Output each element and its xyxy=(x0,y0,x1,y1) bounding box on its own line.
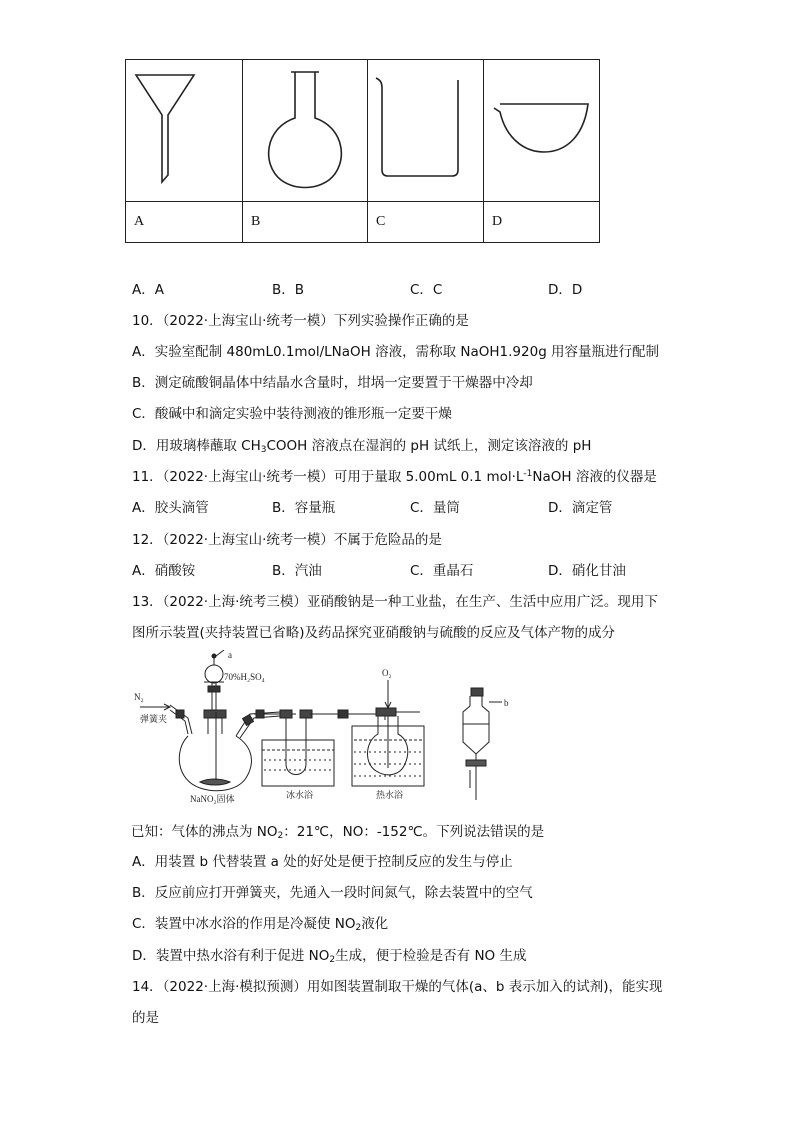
solid-reagent-icon xyxy=(200,779,230,785)
q11-stem-superscript: -1 xyxy=(523,469,533,479)
apparatus-b-icon xyxy=(463,688,502,800)
funnel-icon xyxy=(126,60,242,197)
q13-option-c xyxy=(132,912,388,933)
q13-c-text-2: 液化 xyxy=(361,916,389,932)
q12-stem: 12．（2022·上海宝山·统考一模）不属于危险品的是 xyxy=(132,532,442,548)
q13-known-text-2: ：21℃，NO：-152℃。下列说法错误的是 xyxy=(283,824,545,840)
q13-known-text-1: 已知：气体的沸点为 NO xyxy=(131,824,278,840)
q11-option-c: C．量筒 xyxy=(410,500,460,516)
label-a: a xyxy=(228,650,232,660)
q13-known-subscript: 2 xyxy=(277,831,284,841)
table-label-c: C xyxy=(368,202,484,243)
label-n2: N₂ xyxy=(134,692,144,702)
q12-option-b: B．汽油 xyxy=(272,563,322,579)
table-label-a: A xyxy=(126,202,243,243)
table-label-d: D xyxy=(484,202,600,243)
q14-stem-line-2: 的是 xyxy=(132,1010,159,1026)
q13-stem-line-1: 13．（2022·上海·统考三模）亚硝酸钠是一种工业盐，在生产、生活中应用广泛。现用下 xyxy=(132,594,658,610)
equipment-table xyxy=(125,59,600,243)
table-label-b: B xyxy=(243,202,368,243)
q13-d-subscript: 2 xyxy=(329,955,336,965)
q9-option-d: D．D xyxy=(548,282,583,298)
q14-stem-line-1: 14．（2022·上海·模拟预测）用如图装置制取干燥的气体(a、b 表示加入的试剂)，能实现 xyxy=(132,979,663,995)
q9-option-a: A．A xyxy=(132,282,164,298)
funnel-cell xyxy=(126,60,243,202)
q11-option-b: B．容量瓶 xyxy=(272,500,336,516)
spring-clamp-icon xyxy=(176,710,184,718)
label-o2: O₂ xyxy=(382,668,392,678)
q9-option-b: B．B xyxy=(272,282,305,298)
label-spring-clamp: 弹簧夹 xyxy=(140,714,168,724)
q10-stem: 10．（2022·上海宝山·统考一模）下列实验操作正确的是 xyxy=(132,313,469,329)
label-acid: 70%H₂SO₄ xyxy=(224,672,265,682)
q12-option-a: A．硝酸铵 xyxy=(132,563,196,579)
q10-option-a: A．实验室配制 480mL0.1mol/LNaOH 溶液，需称取 NaOH1.920g 用容量瓶进行配制 xyxy=(132,344,660,360)
beaker-icon xyxy=(368,60,468,197)
evaporating-dish-cell xyxy=(484,60,600,202)
q10-option-b: B．测定硫酸铜晶体中结晶水含量时，坩埚一定要置于干燥器中冷却 xyxy=(132,375,533,391)
round-flask-icon xyxy=(243,60,367,197)
round-flask-cell xyxy=(243,60,368,202)
q9-option-c: C．C xyxy=(410,282,443,298)
evaporating-dish-icon xyxy=(484,60,599,197)
q13-stem-line-2: 图所示装置(夹持装置已省略)及药品探究亚硝酸钠与硫酸的反应及气体产物的成分 xyxy=(132,625,616,641)
q10-option-c: C．酸碱中和滴定实验中装待测液的锥形瓶一定要干燥 xyxy=(132,406,452,422)
q13-d-text-2: 生成，便于检验是否有 NO 生成 xyxy=(335,948,527,964)
ice-water-bath-icon xyxy=(262,740,334,786)
dropping-funnel-a-icon xyxy=(205,665,223,683)
q11-option-a: A．胶头滴管 xyxy=(132,500,209,516)
q10-option-d xyxy=(132,434,591,455)
beaker-cell xyxy=(368,60,484,202)
q13-option-b: B．反应前应打开弹簧夹，先通入一段时间氮气，除去装置中的空气 xyxy=(132,885,533,901)
apparatus-diagram xyxy=(130,650,530,805)
q13-c-text-1: C．装置中冰水浴的作用是冷凝使 NO xyxy=(132,916,356,932)
q13-d-text-1: D．装置中热水浴有利于促进 NO xyxy=(132,948,330,964)
q10-d-subscript: 3 xyxy=(260,445,267,455)
q11-option-d: D．滴定管 xyxy=(548,500,613,516)
q12-option-c: C．重晶石 xyxy=(410,563,474,579)
q10-d-text-2: COOH 溶液点在湿润的 pH 试纸上，测定该溶液的 pH xyxy=(266,438,592,454)
q11-stem xyxy=(132,465,657,485)
label-b: b xyxy=(504,698,509,708)
label-ice-bath: 冰水浴 xyxy=(286,790,314,800)
q11-stem-text-1: 11．（2022·上海宝山·统考一模）可用于量取 5.00mL 0.1 mol·L xyxy=(132,469,524,485)
label-nano2-solid: NaNO₂固体 xyxy=(190,794,235,804)
q10-d-text-1: D．用玻璃棒蘸取 CH xyxy=(132,438,261,454)
q13-c-subscript: 2 xyxy=(355,923,362,933)
q13-option-a: A．用装置 b 代替装置 a 处的好处是便于控制反应的发生与停止 xyxy=(132,854,513,870)
q13-known xyxy=(131,820,544,841)
q13-option-d xyxy=(132,944,526,965)
q12-option-d: D．硝化甘油 xyxy=(548,563,626,579)
u-tube-icon xyxy=(280,714,320,775)
q11-stem-text-2: NaOH 溶液的仪器是 xyxy=(532,469,657,485)
label-hot-bath: 热水浴 xyxy=(376,790,404,800)
